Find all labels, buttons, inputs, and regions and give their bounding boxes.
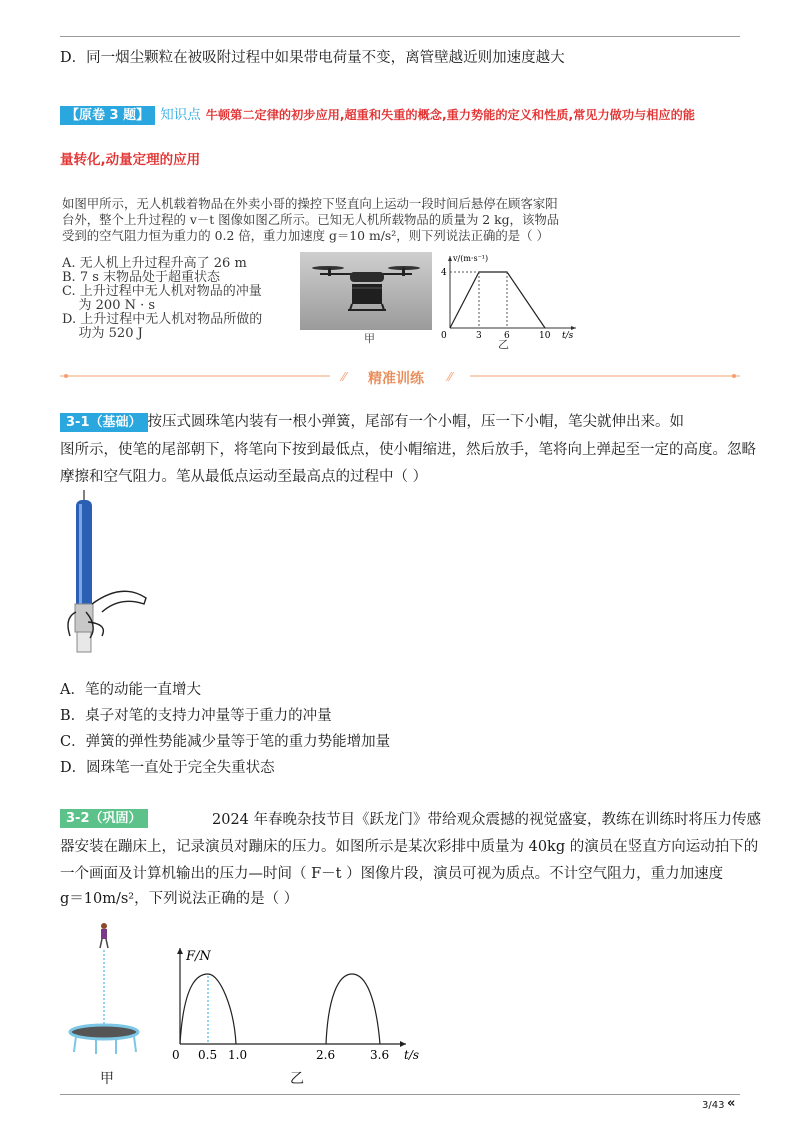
q31-option-d: D．圆珠笔一直处于完全失重状态	[60, 760, 275, 776]
q31-line3: 摩擦和空气阻力。笔从最低点运动至最高点的过程中（ ）	[60, 469, 428, 485]
ft-xtick-05: 0.5	[198, 1048, 218, 1062]
training-banner-title: 精准训练	[368, 371, 424, 387]
vt-xtick-6: 6	[504, 331, 510, 341]
vt-ylabel: v/(m·s⁻¹)	[453, 254, 489, 263]
vt-xtick-10: 10	[539, 331, 551, 341]
drone-photo-caption: 甲	[364, 332, 375, 345]
q32-tag-wrap	[60, 807, 148, 826]
svg-text:⁄⁄: ⁄⁄	[448, 370, 453, 384]
ft-xtick-26: 2.6	[316, 1048, 336, 1062]
footer-rule	[60, 1094, 740, 1095]
page-number: 3/43	[702, 1100, 725, 1111]
knowledge-point-line2: 量转化,动量定理的应用	[60, 152, 201, 168]
original-option-a: A. 无人机上升过程升高了 26 m	[62, 256, 247, 271]
q31-line2: 图所示，使笔的尾部朝下，将笔向下按到最低点，使小帽缩进，然后放手，笔将向上弹起至一定的高度。忽略	[60, 442, 756, 458]
q32-tag: 3-2（巩固）	[60, 809, 148, 828]
ft-graph-caption: 乙	[290, 1071, 304, 1087]
knowledge-point-label: 知识点	[160, 107, 201, 123]
svg-text:⁄⁄: ⁄⁄	[342, 370, 347, 384]
pen-illustration	[62, 486, 162, 666]
q32-line4: g＝10m/s²，下列说法正确的是（ ）	[60, 891, 299, 907]
original-stem-line1: 如图甲所示，无人机载着物品在外卖小哥的操控下竖直向上运动一段时间后悬停在顾客家阳	[62, 196, 558, 211]
q32-line2: 器安装在蹦床上，记录演员对蹦床的压力。如图所示是某次彩排中质量为 40kg 的演员在竖直方向运动拍下的	[60, 839, 759, 855]
ft-xtick-10: 1.0	[228, 1048, 248, 1062]
q31-tag: 3-1（基础）	[60, 413, 148, 432]
vt-origin: 0	[441, 331, 447, 341]
original-option-c1: C. 上升过程中无人机对物品的冲量	[62, 284, 262, 299]
original-option-d2: 功为 520 J	[62, 326, 143, 341]
ft-xlabel: t/s	[404, 1048, 420, 1062]
vt-xlabel: t/s	[562, 331, 574, 341]
footer-chevron-icon: «	[727, 1096, 736, 1111]
trampoline-caption: 甲	[100, 1071, 114, 1087]
original-stem-line2: 台外，整个上升过程的 v－t 图像如图乙所示。已知无人机所载物品的质量为 2 kg，该物品	[62, 212, 560, 227]
original-stem-line3: 受到的空气阻力恒为重力的 0.2 倍，重力加速度 g＝10 m/s²，则下列说法正确的是（ ）	[62, 228, 549, 243]
ft-xtick-36: 3.6	[370, 1048, 390, 1062]
knowledge-point-line1: 牛顿第二定律的初步应用,超重和失重的概念,重力势能的定义和性质,常见力做功与相应的能	[205, 108, 695, 122]
original-question-header	[60, 103, 750, 123]
original-option-b: B. 7 s 末物品处于超重状态	[62, 270, 221, 285]
previous-option-d: D．同一烟尘颗粒在被吸附过程中如果带电荷量不变，离管壁越近则加速度越大	[60, 50, 565, 66]
original-question-tag: 【原卷 3 题】	[60, 106, 155, 125]
vt-ytick: 4	[441, 268, 447, 278]
top-rule	[60, 36, 740, 37]
trampoline-illustration	[66, 920, 146, 1060]
ft-graph	[166, 938, 426, 1068]
vt-xtick-3: 3	[476, 331, 482, 341]
q31-option-c: C．弹簧的弹性势能减少量等于笔的重力势能增加量	[60, 734, 391, 750]
q31-line1	[60, 410, 684, 431]
drone-icon	[300, 252, 432, 330]
q32-line3: 一个画面及计算机输出的压力—时间（ F－t ）图像片段，演员可视为质点。不计空气阻力，重力加速度	[60, 866, 724, 882]
vt-graph	[438, 250, 588, 345]
drone-photo	[300, 252, 432, 330]
q31-option-a: A．笔的动能一直增大	[60, 682, 201, 698]
original-option-d1: D. 上升过程中无人机对物品所做的	[62, 312, 263, 327]
q32-line1: 2024 年春晚杂技节目《跃龙门》带给观众震撼的视觉盛宴，教练在训练时将压力传感	[212, 812, 762, 828]
vt-graph-caption: 乙	[498, 338, 509, 351]
original-option-c2: 为 200 N · s	[62, 298, 156, 313]
q31-line1-text: 按压式圆珠笔内装有一根小弹簧，尾部有一个小帽，压一下小帽，笔尖就伸出来。如	[147, 414, 684, 430]
ft-ylabel: F/N	[186, 949, 211, 964]
q31-option-b: B．桌子对笔的支持力冲量等于重力的冲量	[60, 708, 332, 724]
ft-origin: 0	[172, 1048, 180, 1062]
